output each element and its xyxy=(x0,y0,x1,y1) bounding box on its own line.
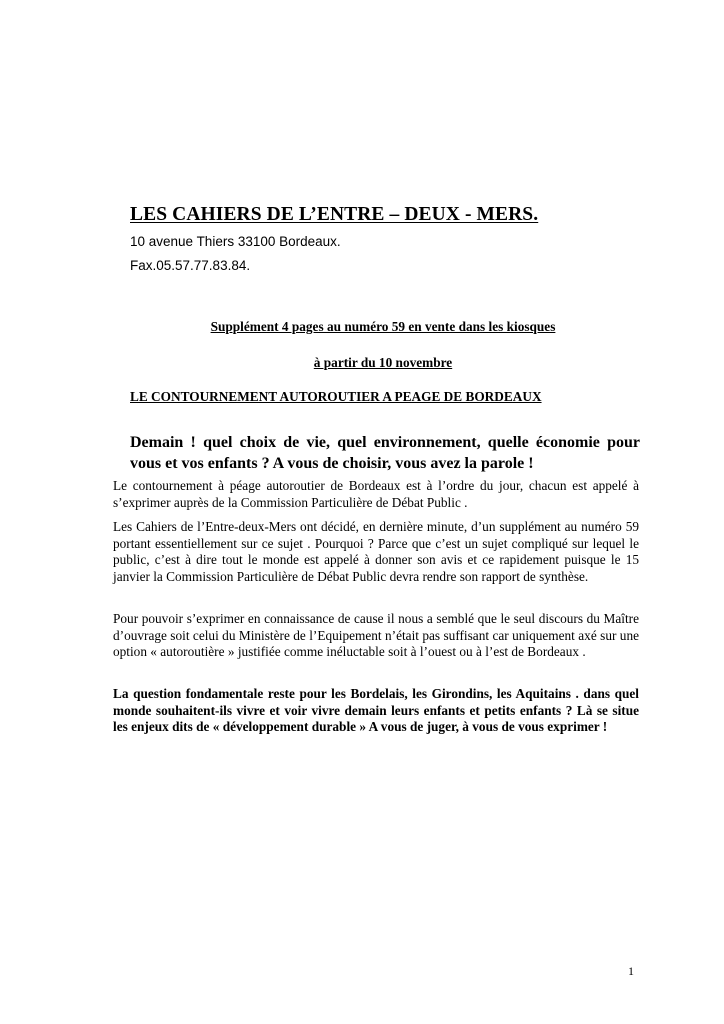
supplement-date-line: à partir du 10 novembre xyxy=(313,355,453,370)
body-paragraph-conclusion: La question fondamentale reste pour les Bordelais, les Girondins, les Aquitains . dans quel monde souhaitent-ils vivre et voir vivre demain leurs enfants et petits enfants ? Là se situe les enjeux dits de « développement durable » A vous de juger, à vous de vous exprimer ! xyxy=(113,686,639,734)
section-heading: LE CONTOURNEMENT AUTOROUTIER A PEAGE DE BORDEAUX xyxy=(130,389,542,404)
body-paragraph-1: Le contournement à péage autoroutier de Bordeaux est à l’ordre du jour, chacun est appelé à s’exprimer auprès de la Commission Particulière de Débat Public . xyxy=(113,478,639,510)
address-line: 10 avenue Thiers 33100 Bordeaux. xyxy=(130,234,341,249)
body-paragraph-3: Pour pouvoir s’exprimer en connaissance de cause il nous a semblé que le seul discours du Maître d’ouvrage soit celui du Ministère de l’Equipement n’était pas suffisant car uniquement axé sur une option « autoroutière » justifiée comme inéluctable soit à l’ouest ou à l’est de Bordeaux . xyxy=(113,611,639,659)
supplement-line: Supplément 4 pages au numéro 59 en vente dans les kiosques xyxy=(210,319,556,334)
lead-paragraph: Demain ! quel choix de vie, quel environnement, quelle économie pour vous et vos enfants ? A vous de choisir, vous avez la parole ! xyxy=(130,434,640,472)
page-number: 1 xyxy=(628,964,634,978)
masthead-title: LES CAHIERS DE L’ENTRE – DEUX - MERS. xyxy=(130,204,539,225)
body-paragraph-2: Les Cahiers de l’Entre-deux-Mers ont décidé, en dernière minute, d’un supplément au numéro 59 portant essentiellement sur ce sujet . Pourquoi ? Parce que c’est un sujet compliqué sur lequel le public, c’est à dire tout le monde est appelé à donner son avis et ce rapidement puisque le 15 janvier la Commission Particulière de Débat Public devra rendre son rapport de synthèse. xyxy=(113,519,639,584)
fax-line: Fax.05.57.77.83.84. xyxy=(130,258,251,273)
